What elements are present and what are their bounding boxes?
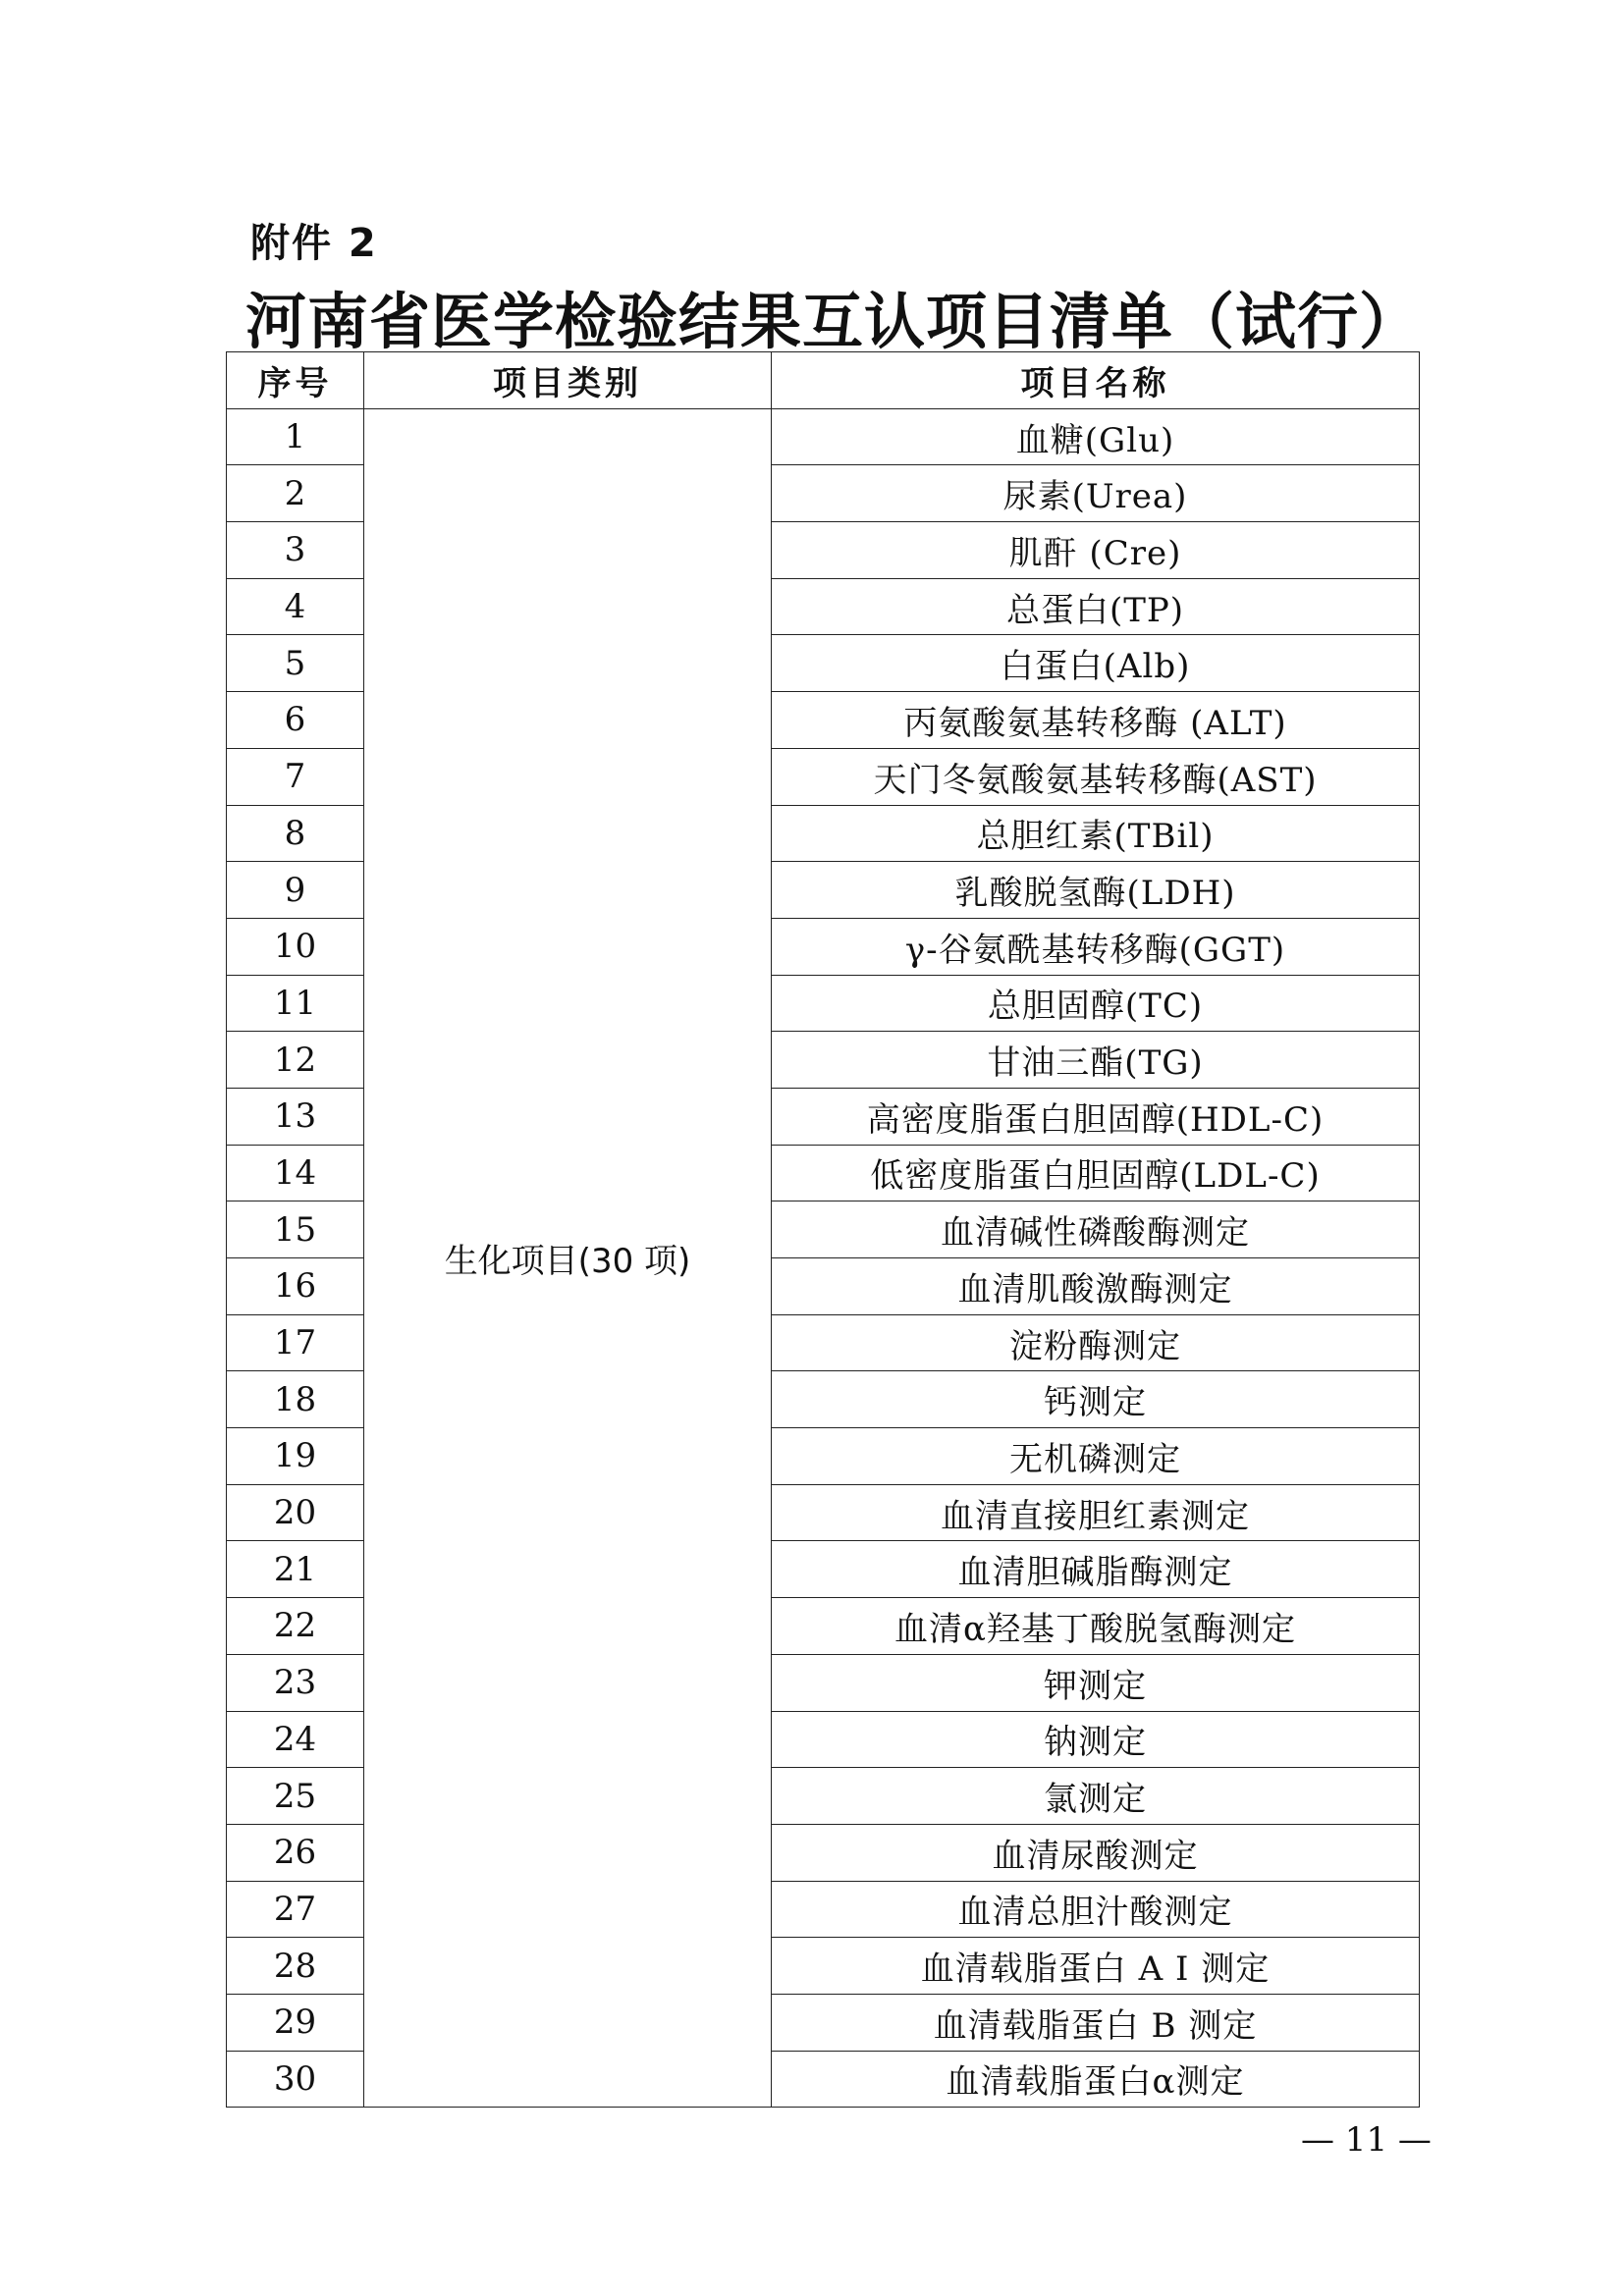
row-index: 10 (227, 918, 364, 975)
items-table (226, 351, 1420, 2108)
table-header-row (227, 352, 1420, 409)
row-index: 1 (227, 408, 364, 465)
row-item-name: 钙测定 (772, 1371, 1420, 1428)
row-index: 24 (227, 1711, 364, 1768)
table-body (227, 408, 1420, 2108)
row-index: 17 (227, 1314, 364, 1371)
row-item-name: 血清载脂蛋白 B 测定 (772, 1994, 1420, 2051)
category-cell: 生化项目(30 项) (364, 408, 772, 2108)
row-item-name: 甘油三酯(TG) (772, 1032, 1420, 1089)
row-index: 13 (227, 1088, 364, 1145)
row-item-name: 血清载脂蛋白 A I 测定 (772, 1938, 1420, 1995)
row-item-name: 尿素(Urea) (772, 465, 1420, 522)
row-index: 5 (227, 635, 364, 692)
row-item-name: 血清尿酸测定 (772, 1824, 1420, 1881)
row-index: 8 (227, 805, 364, 862)
row-index: 7 (227, 748, 364, 805)
row-item-name: 淀粉酶测定 (772, 1314, 1420, 1371)
row-item-name: 乳酸脱氢酶(LDH) (772, 862, 1420, 919)
row-item-name: 钠测定 (772, 1711, 1420, 1768)
row-index: 30 (227, 2051, 364, 2108)
row-item-name: 总胆红素(TBil) (772, 805, 1420, 862)
row-index: 23 (227, 1654, 364, 1711)
row-item-name: 天门冬氨酸氨基转移酶(AST) (772, 748, 1420, 805)
row-index: 16 (227, 1258, 364, 1315)
row-item-name: 低密度脂蛋白胆固醇(LDL-C) (772, 1145, 1420, 1201)
attachment-label: 附件 2 (250, 221, 378, 266)
row-index: 6 (227, 692, 364, 749)
row-index: 18 (227, 1371, 364, 1428)
document-title: 河南省医学检验结果互认项目清单（试行） (245, 286, 1422, 357)
row-item-name: 血清总胆汁酸测定 (772, 1881, 1420, 1938)
row-index: 4 (227, 578, 364, 635)
row-index: 28 (227, 1938, 364, 1995)
row-index: 19 (227, 1428, 364, 1485)
row-index: 25 (227, 1768, 364, 1825)
row-index: 21 (227, 1541, 364, 1598)
row-index: 3 (227, 522, 364, 579)
row-item-name: 肌酐 (Cre) (772, 522, 1420, 579)
row-item-name: 总胆固醇(TC) (772, 975, 1420, 1032)
row-item-name: 血清α羟基丁酸脱氢酶测定 (772, 1598, 1420, 1655)
row-item-name: 丙氨酸氨基转移酶 (ALT) (772, 692, 1420, 749)
row-index: 29 (227, 1994, 364, 2051)
row-item-name: 总蛋白(TP) (772, 578, 1420, 635)
row-index: 2 (227, 465, 364, 522)
row-item-name: 血清载脂蛋白α测定 (772, 2051, 1420, 2108)
row-item-name: 无机磷测定 (772, 1428, 1420, 1485)
row-index: 22 (227, 1598, 364, 1655)
row-index: 14 (227, 1145, 364, 1201)
row-item-name: 氯测定 (772, 1768, 1420, 1825)
table-row (227, 408, 1420, 465)
row-item-name: 白蛋白(Alb) (772, 635, 1420, 692)
row-index: 26 (227, 1824, 364, 1881)
row-item-name: 高密度脂蛋白胆固醇(HDL-C) (772, 1088, 1420, 1145)
row-index: 20 (227, 1484, 364, 1541)
row-item-name: 血清直接胆红素测定 (772, 1484, 1420, 1541)
row-index: 9 (227, 862, 364, 919)
row-item-name: 血清肌酸激酶测定 (772, 1258, 1420, 1315)
row-index: 15 (227, 1201, 364, 1258)
row-index: 27 (227, 1881, 364, 1938)
row-index: 12 (227, 1032, 364, 1089)
row-item-name: γ-谷氨酰基转移酶(GGT) (772, 918, 1420, 975)
row-item-name: 血清碱性磷酸酶测定 (772, 1201, 1420, 1258)
header-category: 项目类别 (364, 352, 772, 409)
header-item-name: 项目名称 (772, 352, 1420, 409)
row-index: 11 (227, 975, 364, 1032)
row-item-name: 血糖(Glu) (772, 408, 1420, 465)
header-index: 序号 (227, 352, 364, 409)
page-number: — 11 — (1301, 2120, 1432, 2160)
row-item-name: 血清胆碱脂酶测定 (772, 1541, 1420, 1598)
row-item-name: 钾测定 (772, 1654, 1420, 1711)
